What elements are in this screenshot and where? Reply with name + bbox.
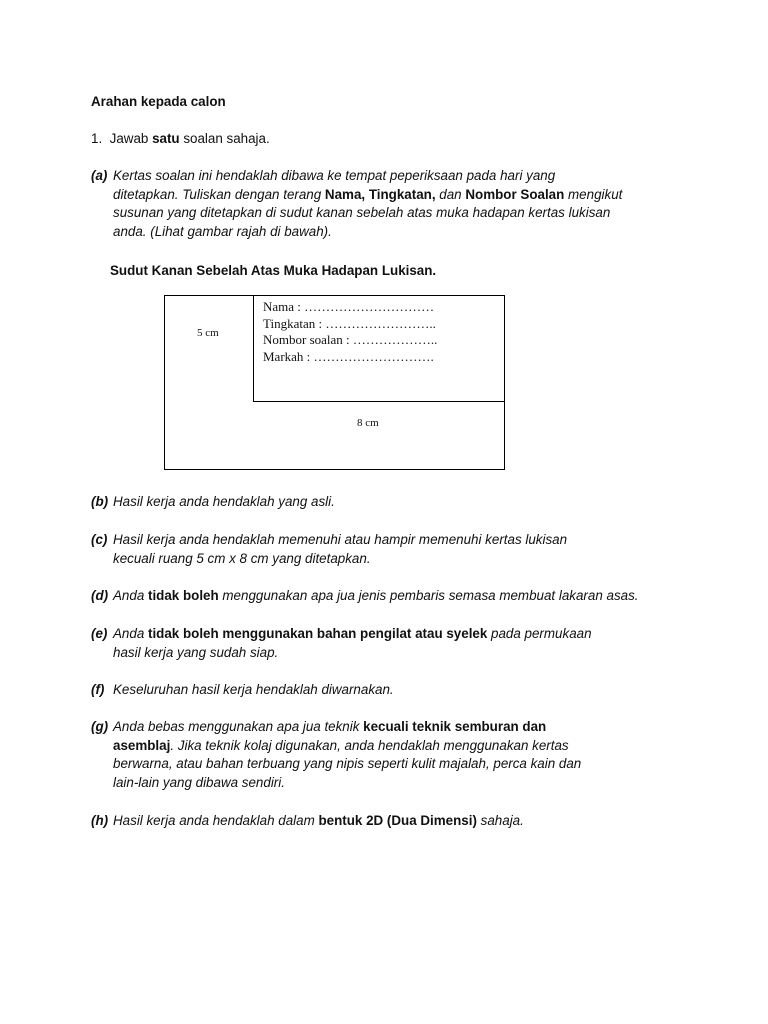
instruction-g-letter: (g) bbox=[91, 719, 109, 734]
instruction-c-letter: (c) bbox=[91, 532, 108, 547]
instruction-e bbox=[91, 625, 651, 662]
instruction-1 bbox=[91, 131, 270, 146]
instruction-1-number: 1. bbox=[91, 131, 103, 146]
dimension-height-label: 5 cm bbox=[197, 327, 219, 339]
instruction-1-post: soalan sahaja. bbox=[179, 131, 270, 146]
instruction-d-post: menggunakan apa jua jenis pembaris semasa membuat lakaran asas. bbox=[218, 588, 639, 603]
instruction-g-line-2 bbox=[113, 737, 651, 756]
instruction-g-bold-1: kecuali teknik semburan dan bbox=[363, 719, 547, 734]
instruction-1-pre: Jawab bbox=[109, 131, 153, 146]
instruction-d-pre: Anda bbox=[113, 588, 148, 603]
instruction-h-post: sahaja. bbox=[476, 813, 524, 828]
instruction-a-line-2 bbox=[113, 186, 651, 205]
instruction-b-text: Hasil kerja anda hendaklah yang asli. bbox=[113, 494, 335, 509]
instruction-g bbox=[91, 718, 651, 792]
instruction-a-line-2-mid: dan bbox=[435, 186, 466, 202]
instruction-a-letter: (a) bbox=[91, 168, 108, 183]
instruction-h-pre: Hasil kerja anda hendaklah dalam bbox=[113, 813, 319, 828]
instruction-g-line-3: berwarna, atau bahan terbuang yang nipis seperti kulit majalah, perca kain dan bbox=[113, 756, 582, 771]
instruction-a-line-2-post: mengikut bbox=[564, 186, 623, 202]
dimension-width-label: 8 cm bbox=[357, 417, 379, 429]
instruction-1-bold: satu bbox=[152, 131, 180, 146]
instruction-c-line-2: kecuali ruang 5 cm x 8 cm yang ditetapkan. bbox=[113, 550, 371, 566]
instruction-g-bold-2: asemblaj bbox=[113, 737, 171, 753]
instruction-a-line-2-pre: ditetapkan. Tuliskan dengan terang bbox=[113, 186, 325, 202]
instruction-f-text: Keseluruhan hasil kerja hendaklah diwarnakan. bbox=[113, 682, 394, 697]
instruction-g-line-1 bbox=[113, 718, 651, 737]
instruction-f bbox=[91, 681, 651, 700]
instruction-c bbox=[91, 531, 651, 568]
form-line-class: Tingkatan : …………………….. bbox=[263, 315, 436, 331]
instruction-g-line-2-post: . Jika teknik kolaj digunakan, anda hendaklah menggunakan kertas bbox=[170, 737, 569, 753]
instruction-f-letter: (f) bbox=[91, 682, 105, 697]
form-line-question-number: Nombor soalan : ……………….. bbox=[263, 332, 438, 347]
instruction-e-letter: (e) bbox=[91, 626, 108, 641]
instruction-h-bold: bentuk 2D (Dua Dimensi) bbox=[318, 813, 477, 828]
instruction-e-post: pada permukaan bbox=[487, 626, 592, 641]
instruction-b bbox=[91, 493, 651, 512]
instruction-g-line-4: lain-lain yang dibawa sendiri. bbox=[113, 774, 285, 790]
instruction-a-bold-2: Nombor Soalan bbox=[465, 186, 565, 202]
instruction-a bbox=[91, 167, 651, 241]
instruction-d-text bbox=[113, 587, 651, 606]
page-heading: Arahan kepada calon bbox=[91, 94, 226, 109]
instruction-e-line-2: hasil kerja yang sudah siap. bbox=[113, 644, 279, 660]
instruction-b-letter: (b) bbox=[91, 494, 109, 509]
instruction-c-line-1: Hasil kerja anda hendaklah memenuhi atau hampir memenuhi kertas lukisan bbox=[113, 532, 568, 547]
form-line-mark: Markah : ………………………. bbox=[263, 348, 434, 364]
instruction-g-pre: Anda bebas menggunakan apa jua teknik bbox=[113, 719, 364, 734]
diagram-caption: Sudut Kanan Sebelah Atas Muka Hadapan Lukisan. bbox=[110, 263, 437, 278]
instruction-h-text bbox=[113, 812, 651, 831]
instruction-d-letter: (d) bbox=[91, 588, 109, 603]
instruction-e-bold: tidak boleh menggunakan bahan pengilat atau syelek bbox=[148, 626, 488, 641]
instruction-d bbox=[91, 587, 651, 606]
instruction-a-line-3: susunan yang ditetapkan di sudut kanan sebelah atas muka hadapan kertas lukisan bbox=[113, 205, 611, 220]
instruction-h-letter: (h) bbox=[91, 813, 109, 828]
instruction-e-pre: Anda bbox=[113, 626, 148, 641]
instruction-a-line-4: anda. (Lihat gambar rajah di bawah). bbox=[113, 223, 332, 239]
instruction-d-bold: tidak boleh bbox=[148, 588, 219, 603]
instruction-a-bold-1: Nama, Tingkatan, bbox=[324, 186, 436, 202]
instruction-e-line-1 bbox=[113, 625, 651, 644]
instruction-a-line-1: Kertas soalan ini hendaklah dibawa ke tempat peperiksaan pada hari yang bbox=[113, 168, 556, 183]
label-box bbox=[253, 295, 505, 402]
form-line-name: Nama : ………………………… bbox=[263, 299, 435, 314]
instruction-h bbox=[91, 812, 651, 831]
